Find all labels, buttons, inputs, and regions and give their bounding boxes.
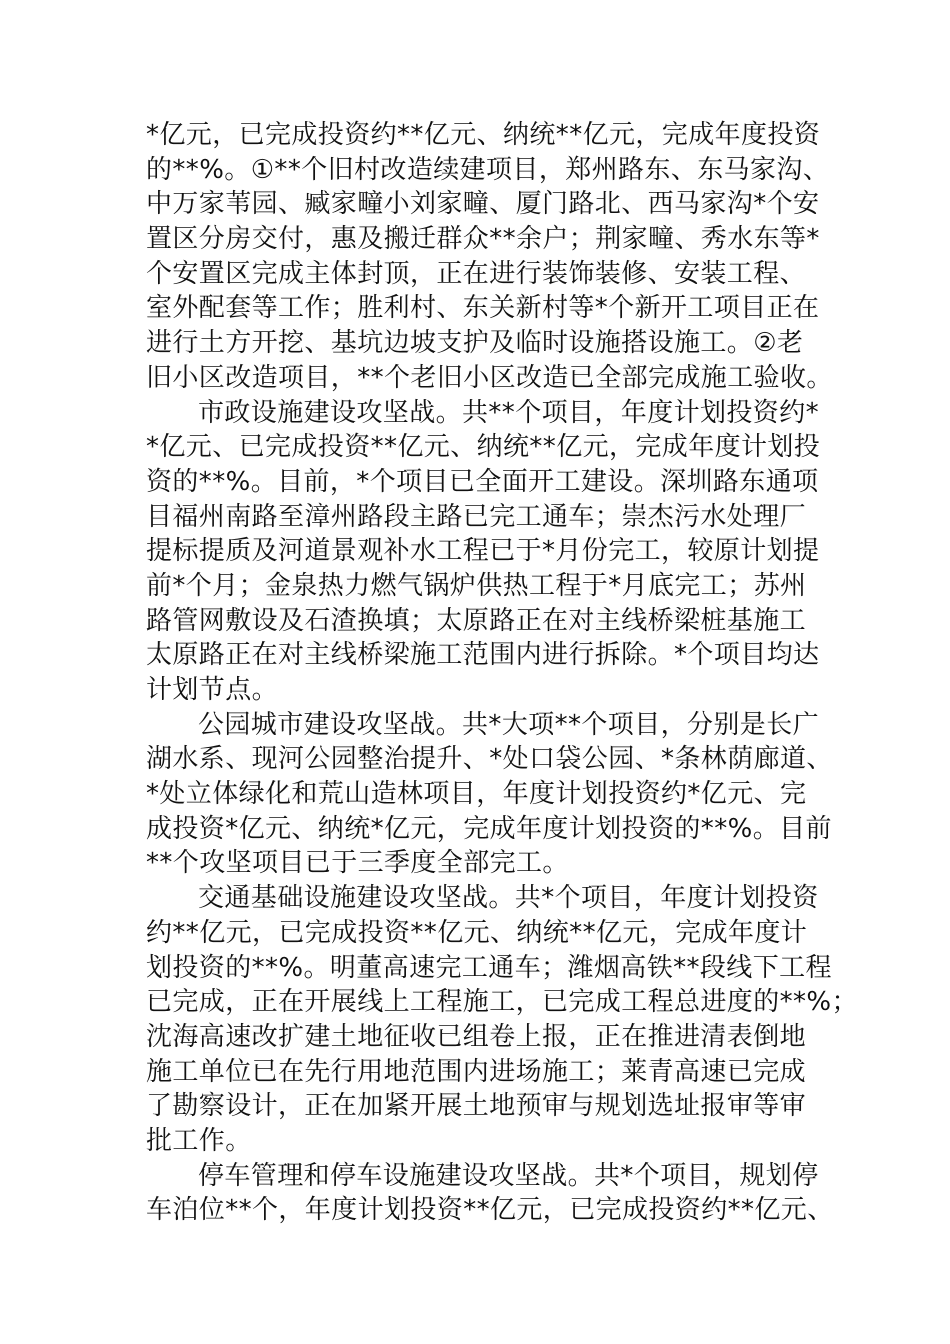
text-line: 成投资*亿元、纳统*亿元，完成年度计划投资的**%。目前: [146, 813, 832, 844]
paragraph-first-line: 市政设施建设攻坚战。共**个项目，年度计划投资约*: [198, 397, 820, 428]
text-line: 批工作。: [146, 1125, 252, 1156]
text-line: 施工单位已在先行用地范围内进场施工；莱青高速已完成: [146, 1056, 807, 1087]
text-line: 了勘察设计，正在加紧开展土地预审与规划选址报审等审: [146, 1091, 807, 1122]
text-line: 室外配套等工作；胜利村、东关新村等*个新开工项目正在: [146, 293, 820, 324]
text-line: 资的**%。目前，*个项目已全面开工建设。深圳路东通项: [146, 466, 819, 497]
text-line: 旧小区改造项目，**个老旧小区改造已全部完成施工验收。: [146, 362, 833, 393]
text-line: 湖水系、现河公园整治提升、*处口袋公园、*条林荫廊道、: [146, 744, 833, 775]
paragraph-first-line: 公园城市建设攻坚战。共*大项**个项目，分别是长广: [198, 709, 820, 740]
paragraph-first-line: 交通基础设施建设攻坚战。共*个项目，年度计划投资: [198, 883, 819, 914]
text-line: 沈海高速改扩建土地征收已组卷上报，正在推进清表倒地: [146, 1021, 807, 1052]
text-line: 目福州南路至漳州路段主路已完工通车；崇杰污水处理厂: [146, 501, 807, 532]
text-line: 进行土方开挖、基坑边坡支护及临时设施搭设施工。②老: [146, 328, 804, 359]
text-line: 车泊位**个，年度计划投资**亿元，已完成投资约**亿元、: [146, 1195, 834, 1226]
text-line: 计划节点。: [146, 675, 279, 705]
text-line: 划投资的**%。明董高速完工通车；潍烟高铁**段线下工程: [146, 952, 832, 983]
text-line: 已完成，正在开展线上工程施工，已完成工程总进度的**%；: [146, 987, 858, 1018]
text-line: *处立体绿化和荒山造林项目，年度计划投资约*亿元、完: [146, 779, 807, 810]
text-line: 置区分房交付，惠及搬迁群众**余户；荆家疃、秀水东等*: [146, 224, 820, 255]
text-line: 太原路正在对主线桥梁施工范围内进行拆除。*个项目均达: [146, 640, 820, 671]
document-body-text: [146, 118, 858, 1228]
text-line: 约**亿元，已完成投资**亿元、纳统**亿元，完成年度计: [146, 917, 808, 948]
text-line: 的**%。①**个旧村改造续建项目，郑州路东、东马家沟、: [146, 154, 830, 185]
text-line: 路管网敷设及石渣换填；太原路正在对主线桥梁桩基施工: [146, 605, 807, 636]
text-line: *亿元、已完成投资**亿元、纳统**亿元，完成年度计划投: [146, 432, 821, 463]
text-line: 前*个月；金泉热力燃气锅炉供热工程于*月底完工；苏州: [146, 570, 807, 601]
paragraph-first-line: 停车管理和停车设施建设攻坚战。共*个项目，规划停: [198, 1160, 819, 1191]
text-line: 提标提质及河道景观补水工程已于*月份完工，较原计划提: [146, 536, 820, 567]
text-line: 中万家苇园、臧家疃小刘家疃、厦门路北、西马家沟*个安: [146, 189, 820, 220]
text-line: **个攻坚项目已于三季度全部完工。: [146, 848, 569, 879]
text-line: *亿元，已完成投资约**亿元、纳统**亿元，完成年度投资: [146, 120, 821, 150]
text-line: 个安置区完成主体封顶，正在进行装饰装修、安装工程、: [146, 258, 807, 289]
